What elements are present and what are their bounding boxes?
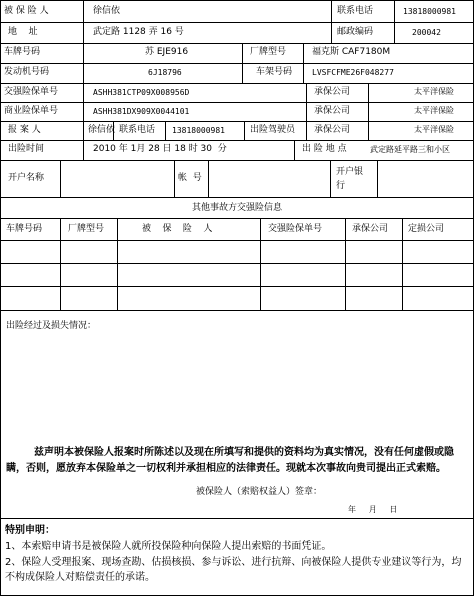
rule: [117, 218, 118, 310]
plate-value: 苏 EJE916: [145, 47, 189, 57]
insurer-value: 太平洋保险: [414, 106, 454, 115]
other-header-insurer: 承保公司: [352, 224, 389, 234]
rule: [83, 0, 84, 160]
vin-value: LVSFCFME26F048277: [312, 68, 394, 77]
driver-label: 出险驾驶员: [250, 125, 296, 135]
compulsory-policy-label: 交强险保单号: [4, 87, 59, 97]
rule: [0, 0, 474, 1]
insurer-value: 太平洋保险: [414, 125, 454, 134]
account-holder-label: 开户名称: [8, 173, 45, 183]
declaration-text: 兹声明本被保险人报案时所陈述以及现在所填写和提供的资料均为真实情况，没有任何虚假或隐瞒，否则，愿放弃本保险单之一切权利并承担相应的法律责任。现就本次事故向贵司提出正式索赔。: [6, 447, 454, 474]
insured-label: 被 保 险 人: [4, 6, 49, 16]
note-item: 1、本索赔申请书是被保险人就所投保险种向保险人提出索赔的书面凭证。: [5, 541, 332, 552]
rule: [331, 0, 332, 43]
postcode-label: 邮政编码: [337, 27, 374, 37]
compulsory-policy-value: ASHH381CTP09X008956D: [93, 88, 190, 97]
rule: [165, 121, 166, 140]
insurer-value: 太平洋保险: [414, 87, 454, 96]
signature-date: 年 月 日: [348, 505, 398, 514]
rule: [242, 43, 243, 83]
rule: [0, 43, 474, 44]
rule: [0, 83, 474, 84]
signature-label: 被保险人（索赔权益人）签章：: [196, 487, 323, 497]
rule: [306, 83, 307, 140]
rule: [394, 0, 395, 43]
reporter-phone-label: 联系电话: [119, 125, 156, 135]
postcode-value: 200042: [412, 28, 441, 37]
reporter-phone-value: 13818000981: [172, 126, 225, 135]
phone-label: 联系电话: [337, 6, 374, 16]
notes-title: 特别申明：: [5, 525, 55, 536]
insurer-label: 承保公司: [314, 106, 351, 116]
reporter-label: 报 案 人: [8, 125, 41, 135]
rule: [244, 121, 245, 140]
other-header-plate: 车牌号码: [6, 224, 43, 234]
rule: [377, 160, 378, 197]
rule: [368, 83, 369, 140]
accident-time-value: 2010 年 1月 28 日 18 时 30 分: [93, 144, 227, 154]
phone-value: 13818000981: [403, 7, 456, 16]
rule: [0, 140, 474, 141]
model-value: 福克斯 CAF7180M: [312, 47, 391, 57]
rule: [0, 197, 474, 198]
insurer-label: 承保公司: [314, 125, 351, 135]
loss-description-label: 出险经过及损失情况：: [6, 321, 97, 331]
rule: [174, 160, 175, 197]
other-header-model: 厂牌型号: [68, 224, 105, 234]
account-number-label: 帐 号: [178, 173, 202, 183]
rule: [345, 218, 346, 310]
commercial-policy-value: ASHH381DX909X0044101: [93, 107, 190, 116]
rule: [303, 43, 304, 83]
rule: [0, 63, 474, 64]
bank-label: 开户银行: [336, 167, 364, 191]
plate-label: 车牌号码: [4, 47, 41, 57]
rule: [60, 160, 61, 197]
rule: [0, 102, 474, 103]
reporter-name: 徐信依: [88, 125, 116, 135]
note-item: 2、保险人受理报案、现场查勘、估损核损、参与诉讼、进行抗辩、向被保险人提供专业建议等行为，均不构成保险人对赔偿责任的承诺。: [5, 557, 462, 583]
commercial-policy-label: 商业险保单号: [4, 106, 59, 116]
rule: [208, 160, 209, 197]
rule: [402, 218, 403, 310]
rule: [0, 518, 474, 519]
rule: [0, 310, 474, 311]
rule: [260, 218, 261, 310]
accident-place-value: 武定路延平路三和小区: [370, 145, 450, 154]
rule: [60, 218, 61, 310]
model-label: 厂牌型号: [250, 47, 287, 57]
other-header-policy: 交强险保单号: [268, 224, 323, 234]
rule: [0, 121, 474, 122]
rule: [294, 140, 295, 160]
rule: [0, 22, 474, 23]
accident-place-label: 出 险 地 点: [302, 144, 347, 154]
insured-name: 徐信依: [93, 6, 121, 16]
other-header-assessor: 定损公司: [408, 224, 445, 234]
address-value: 武定路 1128 弄 16 号: [93, 27, 184, 37]
rule: [330, 160, 331, 197]
accident-time-label: 出险时间: [8, 144, 45, 154]
address-label: 地 址: [8, 27, 38, 37]
engine-label: 发动机号码: [4, 67, 50, 77]
rule: [0, 160, 474, 161]
other-party-title: 其他事故方交强险信息: [191, 203, 282, 213]
engine-value: 6J18796: [148, 68, 182, 77]
rule: [0, 0, 1, 596]
vin-label: 车架号码: [256, 67, 293, 77]
insurer-label: 承保公司: [314, 87, 351, 97]
other-header-insured: 被 保 险 人: [142, 224, 213, 234]
